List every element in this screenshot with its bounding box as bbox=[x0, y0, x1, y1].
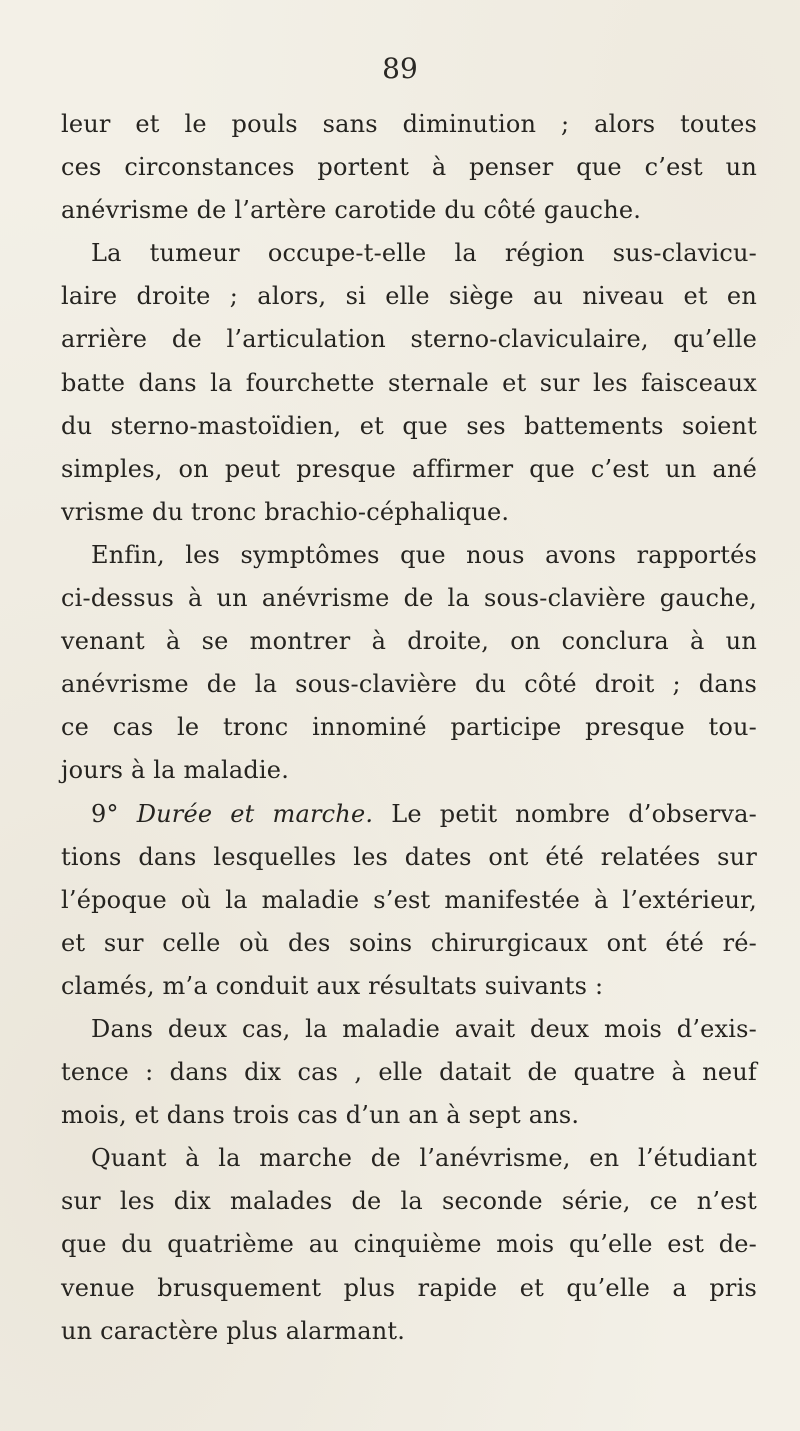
paragraph-start-line: Dans deux cas, la maladie avait deux mois d’exis- bbox=[91, 1014, 757, 1043]
paragraph-start-line: Quant à la marche de l’anévrisme, en l’étudiant bbox=[91, 1144, 757, 1173]
text-line: laire droite ; alors, si elle siège au niveau et en bbox=[61, 282, 757, 311]
text-line: l’époque où la maladie s’est manifestée à l’extérieur, bbox=[61, 885, 757, 914]
text-line: venue brusquement plus rapide et qu’elle a pris bbox=[61, 1273, 757, 1302]
text-line: mois, et dans trois cas d’un an à sept ans. bbox=[61, 1101, 580, 1130]
text-line: ce cas le tronc innominé participe presque tou- bbox=[61, 713, 757, 742]
section-number: 9° bbox=[91, 799, 119, 828]
paragraph-start-line: Enfin, les symptômes que nous avons rapportés bbox=[91, 540, 757, 569]
section-title: Durée et marche. bbox=[136, 799, 374, 828]
text-line: ces circonstances portent à penser que c’est un bbox=[61, 153, 757, 182]
text-line: clamés, m’a conduit aux résultats suivants : bbox=[61, 971, 604, 1000]
text-line: tions dans lesquelles les dates ont été relatées sur bbox=[61, 842, 757, 871]
text-line: arrière de l’articulation sterno-claviculaire, qu’elle bbox=[61, 325, 757, 354]
text-line: sur les dix malades de la seconde série, ce n’est bbox=[61, 1187, 757, 1216]
text-line: jours à la maladie. bbox=[61, 756, 290, 785]
section-heading-line bbox=[61, 793, 757, 836]
text-line: que du quatrième au cinquième mois qu’elle est de- bbox=[61, 1230, 757, 1259]
text-line: anévrisme de la sous-clavière du côté droit ; dans bbox=[61, 670, 757, 699]
paragraph-start-line: La tumeur occupe-t-elle la région sus-clavicu- bbox=[91, 239, 757, 268]
text-line: venant à se montrer à droite, on conclura à un bbox=[61, 627, 757, 656]
page-number: 89 bbox=[382, 52, 418, 85]
text-line: vrisme du tronc brachio-céphalique. bbox=[61, 497, 510, 526]
text-line: ci-dessus à un anévrisme de la sous-clavière gauche, bbox=[61, 584, 757, 613]
text-line: un caractère plus alarmant. bbox=[61, 1316, 406, 1345]
text-line: anévrisme de l’artère carotide du côté gauche. bbox=[61, 196, 642, 225]
text-line: simples, on peut presque affirmer que c’est un ané bbox=[61, 454, 757, 483]
section-text: Le petit nombre d’observa- bbox=[391, 799, 757, 828]
text-line: leur et le pouls sans diminution ; alors toutes bbox=[61, 110, 757, 138]
text-line: tence : dans dix cas , elle datait de quatre à neuf bbox=[61, 1058, 757, 1087]
text-line: du sterno-mastoïdien, et que ses battements soient bbox=[61, 411, 757, 440]
text-line: et sur celle où des soins chirurgicaux ont été ré- bbox=[61, 928, 757, 957]
body-text bbox=[61, 103, 757, 1353]
text-line: batte dans la fourchette sternale et sur les faisceaux bbox=[61, 368, 757, 397]
